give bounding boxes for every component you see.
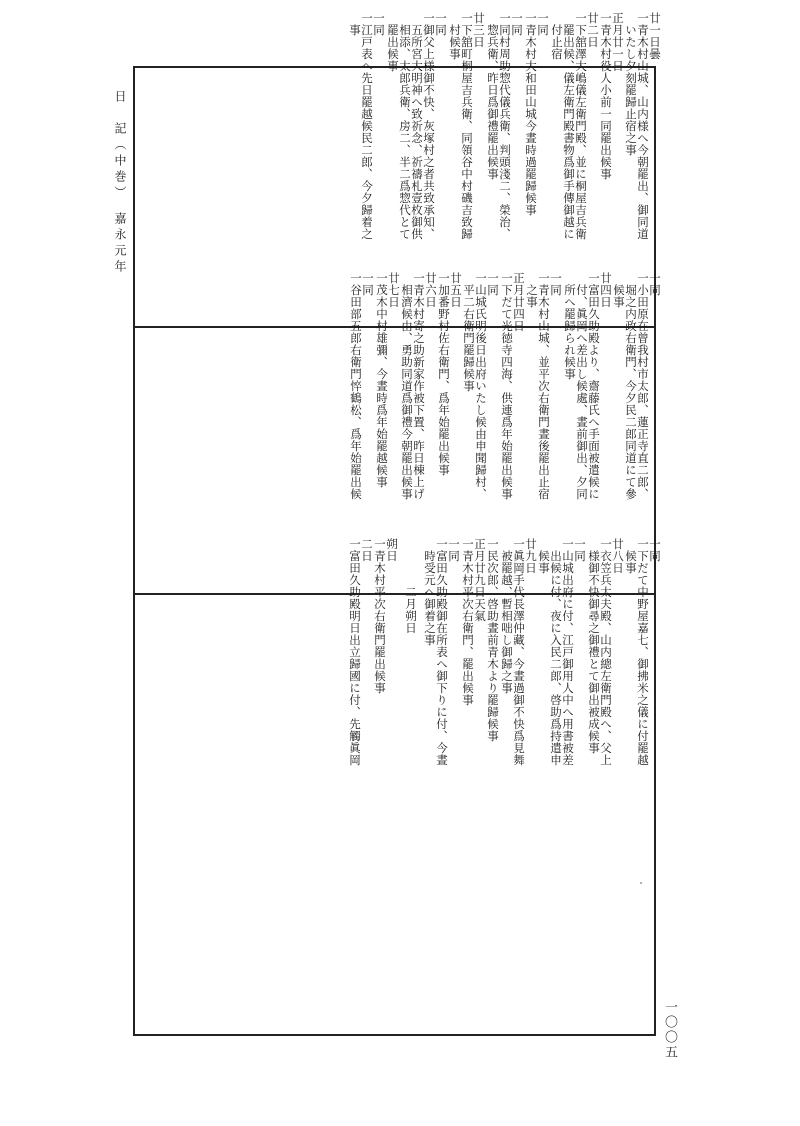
text-column: 一御父上様御不快、灰塚村之者共致承知、 xyxy=(422,12,436,240)
text-column: 一青木村平次右衛門、罷出候事 xyxy=(461,538,475,706)
text-column: 様御不快御尋之御禮とて御出被成候事 xyxy=(587,538,601,754)
text-column: 一衣笠兵太夫殿、山内總左衛門殿へ、父上 xyxy=(599,538,613,766)
text-column: 一青木村山城、並平次右衛門晝後罷出止宿 xyxy=(537,272,551,500)
text-column: 一下だて光徳寺四海、供連爲年始罷出候事 xyxy=(500,272,514,500)
text-column: 廿九日 xyxy=(524,538,538,574)
text-column: 付止宿 xyxy=(550,12,564,60)
text-column: 一同 xyxy=(486,272,500,296)
text-column: 一小田原在曾我村市太郎、蓮正寺直二郎、 xyxy=(636,272,650,500)
text-column: 一江戸表へ先日罷越候民二郎、今夕歸着之 xyxy=(360,12,374,240)
scan-speck xyxy=(640,882,642,884)
text-column: 一山城氏明後日出府いたし候由申聞歸村、 xyxy=(474,272,488,500)
text-column: 一山城出府に付、江戸御用人中へ用書被差 xyxy=(561,538,575,766)
text-column: 二日 xyxy=(360,538,374,562)
text-column: 朔日 xyxy=(385,538,399,562)
text-column: 一同 xyxy=(447,538,461,562)
text-column: 村候事 xyxy=(448,12,462,60)
text-column: 付、眞岡へ差出し候處、晝前御出、夕同 xyxy=(575,272,589,500)
text-column: 一同 xyxy=(536,12,550,36)
text-column: 廿六日 xyxy=(424,272,438,308)
text-column: 一青木村山城、山内様へ今朝罷出、御同道 xyxy=(636,12,650,240)
text-column: 平二右衛門罷歸候事 xyxy=(462,272,476,392)
text-column: 惣兵衛、昨日爲御禮罷出候事 xyxy=(486,12,500,180)
text-column: 一青木村寄之助新家作被下置、昨日棟上げ xyxy=(412,272,426,500)
text-column: 一青木村役人小前一同罷出候事 xyxy=(599,12,613,180)
text-column: 廿一日曇 xyxy=(648,12,662,60)
text-column: 罷出候事 xyxy=(386,12,400,72)
text-column: 一同 xyxy=(648,272,662,296)
text-column: 一茂木中村雄彌、今晝時爲年始罷越候事 xyxy=(375,272,389,488)
text-column: 一同 xyxy=(510,12,524,36)
text-column: 正月廿一日 xyxy=(611,12,625,72)
text-column: いたし夕刻罷歸止宿之事 xyxy=(624,12,638,156)
text-column: 廿七日 xyxy=(387,272,401,308)
text-column: 一同 xyxy=(434,12,448,36)
text-column: 廿二日 xyxy=(586,12,600,48)
text-column: 一富田久助殿御在所表へ御下りに付、今晝 xyxy=(435,538,449,766)
text-column: 一下舘澤大嶋儀左衛門殿、並に桐屋吉兵衛 xyxy=(574,12,588,240)
text-column: 一同 xyxy=(648,538,662,562)
section-divider-bottom xyxy=(135,593,654,595)
text-column: 一加番野村佐右衛門、爲年始罷出候事 xyxy=(437,272,451,476)
text-column: 時受元へ御着之事 xyxy=(423,538,437,646)
text-column: 被罷越、暫相咄し御歸之事 xyxy=(500,538,514,694)
text-column: 二月朔日 xyxy=(404,538,418,634)
text-column: 正月廿四日 xyxy=(512,272,526,332)
text-column: 一同 xyxy=(549,272,563,296)
text-column: 廿三日 xyxy=(472,12,486,48)
text-column: 一谷田部五郎右衛門悴鶴松、爲年始罷出候 xyxy=(349,272,363,500)
text-column: 出候に付、夜に入民二郎、啓助爲持遣申 xyxy=(549,538,563,766)
text-column: 所へ罷歸られ候事 xyxy=(563,272,577,380)
text-column: 堀之内政右衛門、今夕民二郎同道にて參 xyxy=(624,272,638,500)
text-column: 一青木村大和田山城今晝時過罷歸候事 xyxy=(524,12,538,216)
text-column: 一青木村平次右衛門罷出候事 xyxy=(373,538,387,694)
text-column: 罷出候、儀左衛門殿書物爲御手傳御越に xyxy=(562,12,576,240)
text-column: 一同 xyxy=(573,538,587,562)
text-column: 候事 xyxy=(537,538,551,574)
running-header: 日 記（中巻） 嘉永元年 xyxy=(113,90,127,276)
text-column: 一眞岡手代長澤仲藏、今晝過御不快爲見舞 xyxy=(512,538,526,766)
text-column: 正月廿九日天氣 xyxy=(473,538,487,622)
text-column: 廿八日 xyxy=(611,538,625,574)
text-column: 候事 xyxy=(624,538,638,574)
text-column: 事 xyxy=(348,12,362,36)
text-column: 相添、太郎兵衛、房二、半二爲惣代とて xyxy=(398,12,412,240)
text-column: 一同 xyxy=(372,12,386,36)
text-column: 相濟候由、勇助同道爲御禮今朝罷出候事 xyxy=(400,272,414,500)
text-column: 一民次郎、啓助晝前青木より罷歸候事 xyxy=(486,538,500,742)
text-column: 一同村周助惣代儀兵衛、判頭淺二、榮治、 xyxy=(498,12,512,240)
text-column: 一富田久助殿より、齋藤氏へ手面被遣候に xyxy=(587,272,601,500)
text-column: 廿四日 xyxy=(599,272,613,308)
text-column: 一富田久助殿明日出立歸國に付、先觸眞岡 xyxy=(348,538,362,766)
page-number: 一〇〇五 xyxy=(662,1000,677,1060)
text-column: 五所宮大明神へ致祈念、祈禱札壹枚御供 xyxy=(410,12,424,240)
text-column: 一下だて中野屋嘉七、御拂米之儀に付罷越 xyxy=(636,538,650,766)
text-column: 之事 xyxy=(525,272,539,308)
text-column: 廿五日 xyxy=(449,272,463,308)
text-column: 候事 xyxy=(612,272,626,308)
text-column: 一下舘町桐屋吉兵衛、同領谷中村磯吉致歸 xyxy=(460,12,474,240)
text-column: 一同 xyxy=(361,272,375,296)
